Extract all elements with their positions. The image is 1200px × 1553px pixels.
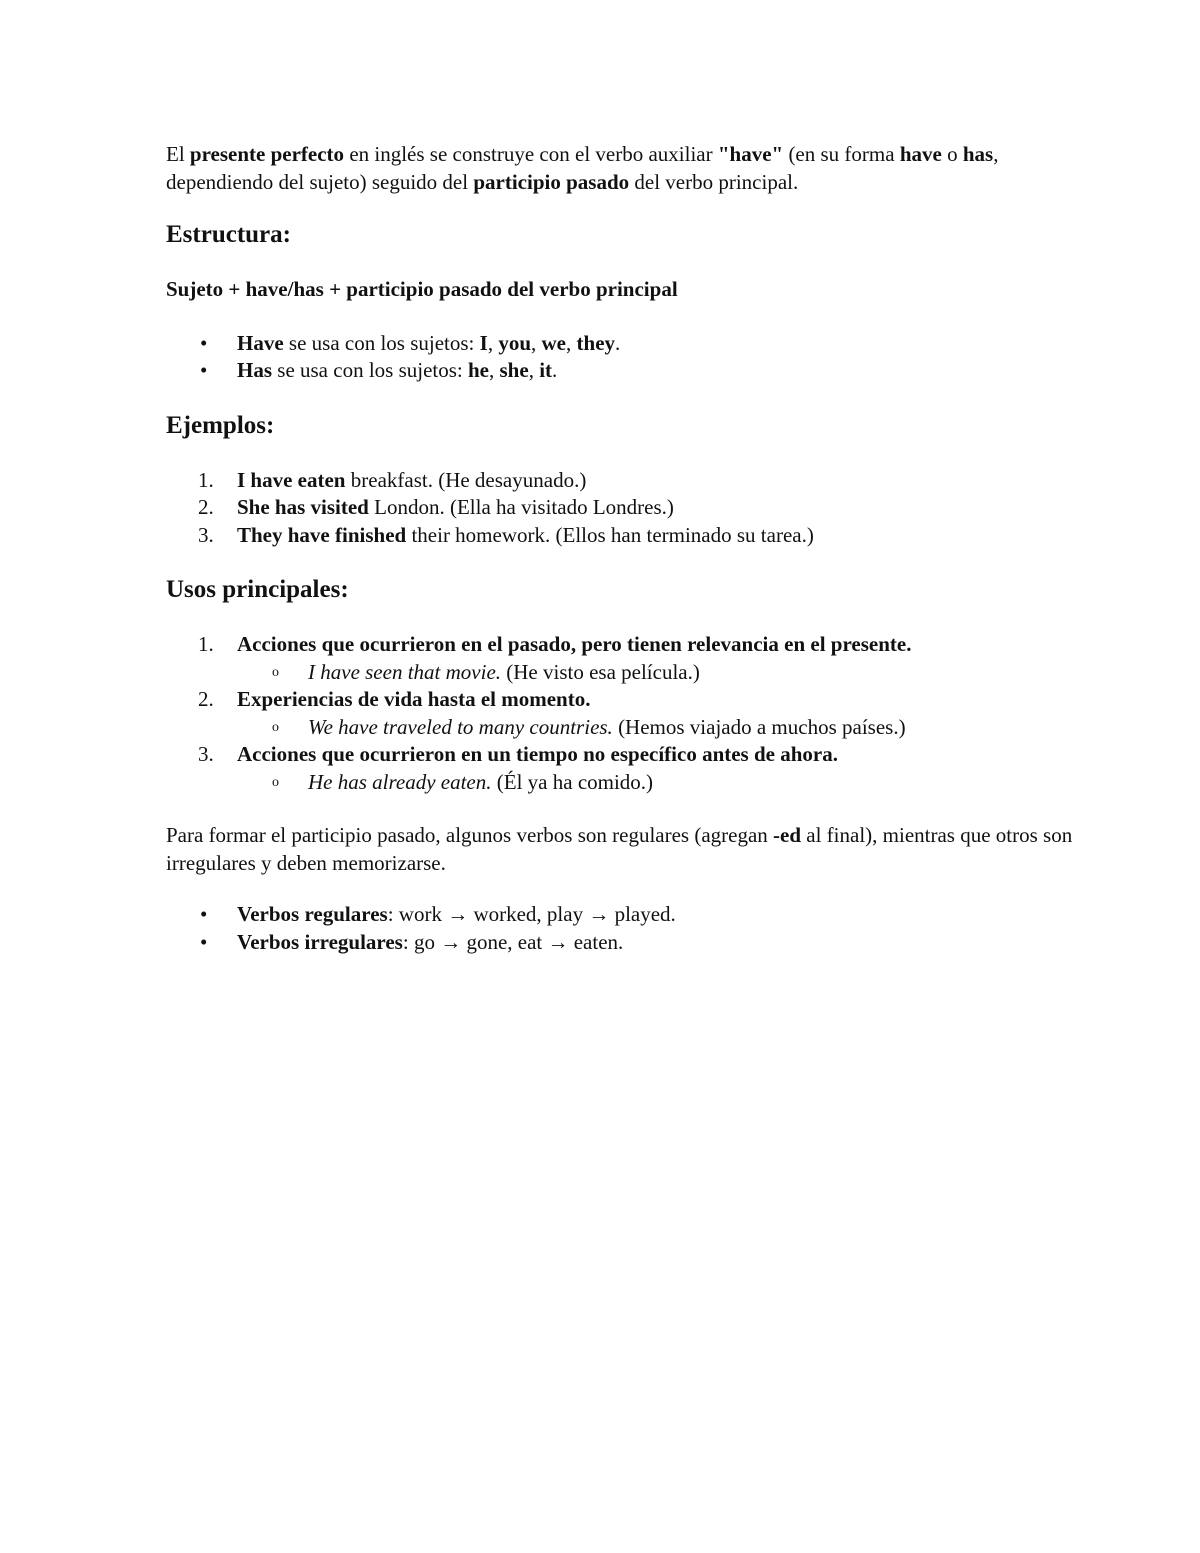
text: (Él ya ha comido.) bbox=[491, 769, 654, 794]
estructura-heading: Estructura: bbox=[166, 221, 291, 248]
usos-heading: Usos principales: bbox=[166, 576, 349, 603]
sub-list-item bbox=[166, 659, 1100, 687]
list-item bbox=[166, 901, 1100, 929]
list-number: 3. bbox=[198, 522, 214, 547]
bullet-icon: • bbox=[200, 358, 208, 382]
text: London. (Ella ha visitado Londres.) bbox=[368, 495, 674, 519]
list-item bbox=[166, 741, 1100, 769]
bold-term: he bbox=[468, 358, 489, 382]
list-number: 2. bbox=[198, 495, 214, 519]
intro-bold-term: presente perfecto bbox=[189, 142, 345, 166]
participio-paragraph bbox=[166, 822, 1100, 877]
text: . bbox=[615, 330, 621, 355]
list-item bbox=[166, 686, 1100, 714]
list-item bbox=[166, 467, 1100, 495]
intro-text: del verbo principal. bbox=[629, 169, 799, 194]
bullet-icon: • bbox=[200, 330, 208, 355]
sujetos-list bbox=[166, 330, 1100, 385]
intro-bold-term: "have" bbox=[717, 142, 784, 166]
bold-term: Verbos irregulares bbox=[237, 929, 403, 954]
text: : work → worked, play → played. bbox=[387, 902, 676, 926]
list-number: 1. bbox=[198, 632, 214, 656]
bold-term: Verbos regulares bbox=[237, 902, 388, 926]
text: , bbox=[487, 330, 499, 355]
list-item bbox=[166, 631, 1100, 659]
text: , bbox=[566, 330, 577, 355]
list-item bbox=[166, 494, 1100, 522]
intro-text: El bbox=[166, 142, 190, 166]
sub-bullet-icon: o bbox=[272, 664, 279, 680]
usos-list bbox=[166, 631, 1100, 796]
list-item bbox=[166, 929, 1100, 957]
text: : go → gone, eat → eaten. bbox=[402, 929, 624, 954]
list-item bbox=[166, 330, 1100, 358]
bold-term: it bbox=[539, 358, 553, 382]
bold-term: they bbox=[576, 330, 616, 355]
text: , bbox=[528, 358, 540, 382]
text: breakfast. (He desayunado.) bbox=[345, 467, 587, 492]
bold-term: I bbox=[479, 330, 488, 355]
sub-bullet-icon: o bbox=[272, 774, 279, 790]
text: se usa con los sujetos: bbox=[283, 330, 480, 355]
bullet-icon: • bbox=[200, 902, 208, 926]
bold-term: Has bbox=[237, 358, 273, 382]
intro-paragraph bbox=[166, 141, 1100, 196]
bold-term: Have bbox=[237, 330, 284, 355]
text: se usa con los sujetos: bbox=[272, 358, 468, 382]
bold-term: -ed bbox=[773, 823, 802, 847]
text: , bbox=[489, 358, 500, 382]
bold-term: Acciones que ocurrieron en un tiempo no específico antes de ahora. bbox=[237, 742, 838, 766]
sub-list-item bbox=[166, 714, 1100, 742]
bold-term: They have finished bbox=[237, 522, 407, 547]
bold-term: we bbox=[541, 330, 567, 355]
list-number: 3. bbox=[198, 742, 214, 766]
ejemplos-heading: Ejemplos: bbox=[166, 411, 275, 439]
text: , bbox=[531, 330, 542, 355]
bullet-icon: • bbox=[200, 929, 208, 954]
bold-term: Experiencias de vida hasta el momento. bbox=[237, 687, 591, 711]
sub-bullet-icon: o bbox=[272, 719, 279, 735]
bold-term: you bbox=[498, 330, 532, 355]
intro-text: (en su forma bbox=[783, 142, 900, 166]
text: . bbox=[552, 358, 558, 382]
example-italic: He has already eaten. bbox=[308, 769, 492, 794]
bold-term: Acciones que ocurrieron en el pasado, pero tienen relevancia en el presente. bbox=[237, 632, 912, 656]
bold-term: I have eaten bbox=[237, 467, 346, 492]
text: their homework. (Ellos han terminado su tarea.) bbox=[406, 522, 814, 547]
example-italic: We have traveled to many countries. bbox=[308, 714, 613, 739]
intro-bold-term: has bbox=[962, 142, 994, 166]
sub-list-item bbox=[166, 769, 1100, 797]
example-italic: I have seen that movie. bbox=[308, 659, 502, 684]
list-item bbox=[166, 357, 1100, 385]
text: al final), mientras que otros son irregulares y deben memorizarse. bbox=[166, 823, 1073, 875]
bold-term: She has visited bbox=[237, 495, 369, 519]
estructura-formula: Sujeto + have/has + participio pasado del verbo principal bbox=[166, 277, 678, 301]
ejemplos-list bbox=[166, 467, 1100, 550]
verbos-list bbox=[166, 901, 1100, 956]
text: Para formar el participio pasado, algunos verbos son regulares (agregan bbox=[166, 823, 774, 847]
intro-bold-term: participio pasado bbox=[473, 169, 630, 194]
intro-text: en inglés se construye con el verbo auxiliar bbox=[344, 142, 718, 166]
intro-text: , dependiendo del sujeto) seguido del bbox=[166, 142, 999, 194]
text: (Hemos viajado a muchos países.) bbox=[612, 714, 906, 739]
list-number: 2. bbox=[198, 687, 214, 711]
intro-text: o bbox=[941, 142, 963, 166]
intro-bold-term: have bbox=[899, 142, 942, 166]
list-number: 1. bbox=[198, 467, 214, 492]
bold-term: she bbox=[499, 358, 529, 382]
text: (He visto esa película.) bbox=[501, 659, 700, 684]
list-item bbox=[166, 522, 1100, 550]
